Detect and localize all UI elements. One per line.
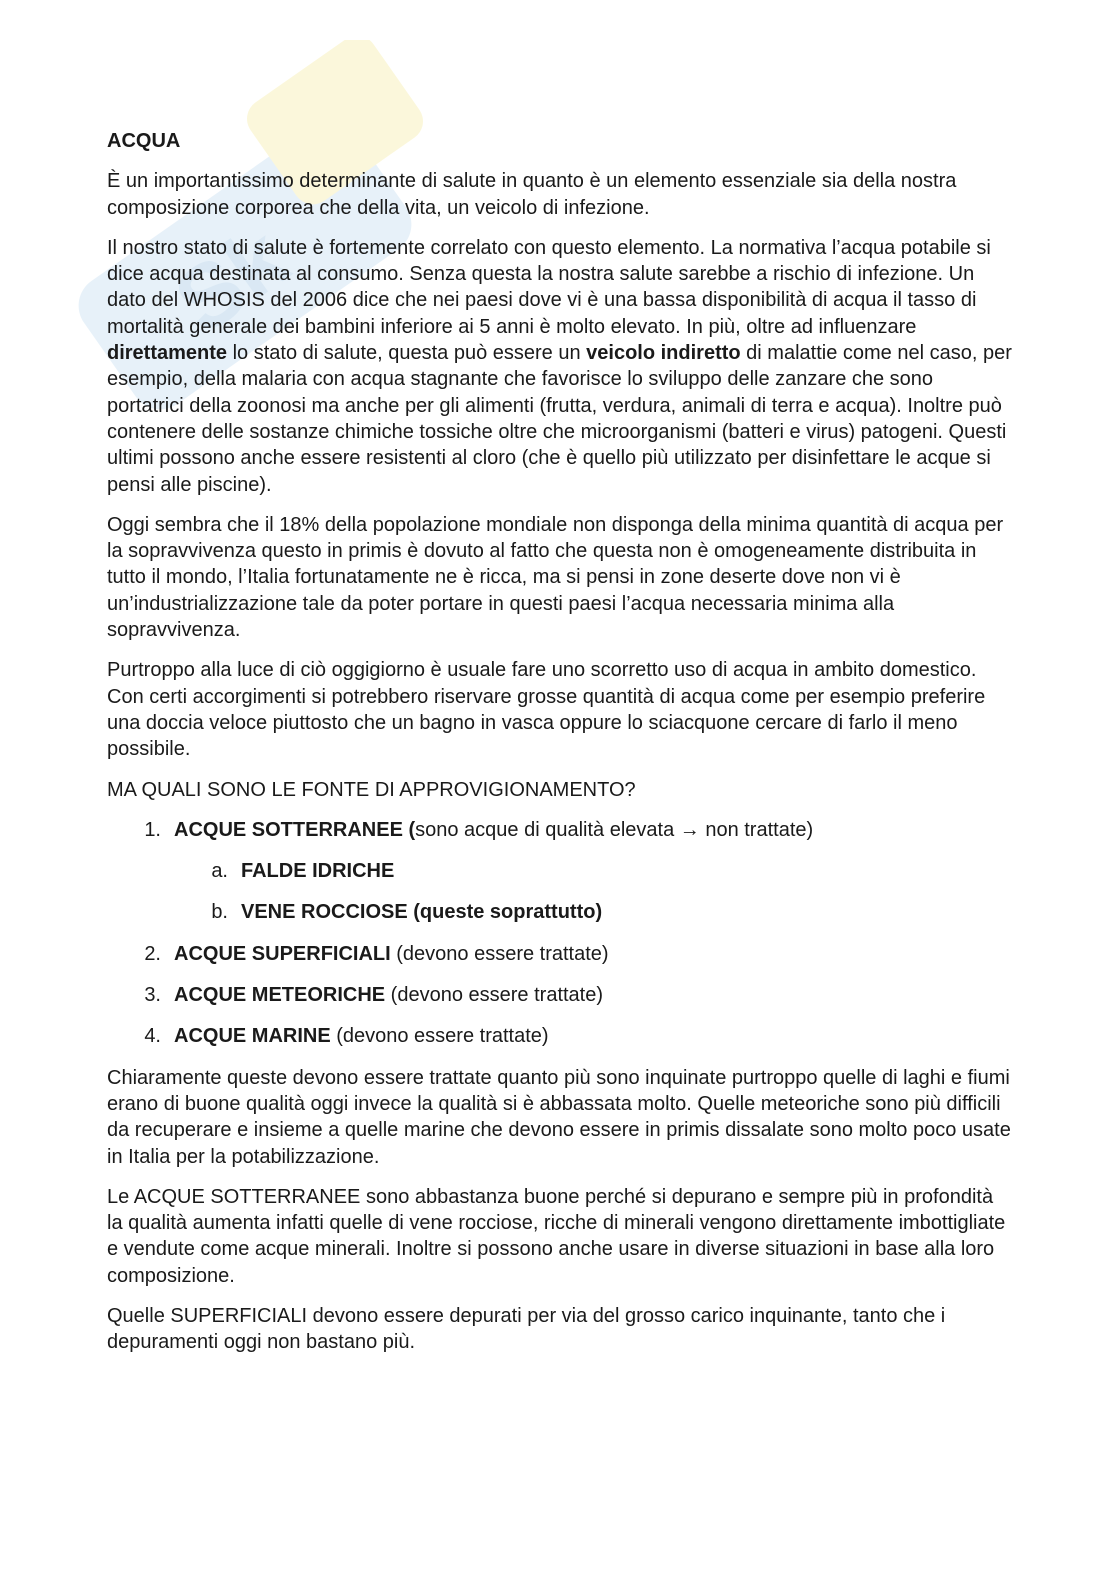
sublist-item-bold: VENE ROCCIOSE (queste soprattutto) [241,901,603,924]
paragraph-7: Quelle SUPERFICIALI devono essere depurati per via del grosso carico inquinante, tanto che i depuramenti oggi non bastano più. [107,1304,946,1354]
paragraph-3: Oggi sembra che il 18% della popolazione mondiale non disponga della minima quantità di acqua per la sopravvivenza questo in primis è dovuto al fatto che questa non è omogeneamente distribuita in tutto il mondo, l’Italia fortunatamente ne è ricca, ma si pensi in zone deserte dove non vi è un’industrializzazione tale da poter portare in questi paesi l’acqua necessaria minima alla sopravvivenza. [107,513,1004,642]
list-item-bold: ACQUE SOTTERRANEE ( [174,818,416,841]
sublist-item [107,858,1012,884]
list-item [107,982,1012,1008]
sub-list [107,858,1012,926]
svg-text:Sk: Sk [157,208,306,354]
paragraph-4: Purtroppo alla luce di ciò oggigiorno è usuale fare uno scorretto uso di acqua in ambito domestico. Con certi accorgimenti si potrebbero riservare grosse quantità di acqua come per esempio preferire una doccia veloce piuttosto che un bagno in vasca oppure lo sciacquone cercare di farlo il meno possibile. [107,659,986,761]
p2-text-d: di malattie come nel caso, per esempio, della malaria con acqua stagnante che favorisce lo sviluppo delle zanzare che sono portatrici della zoonosi ma anche per gli alimenti (frutta, verdura, animali di terra e acqua). Inoltre può contenere delle sostanze chimiche tossiche oltre che microorganismi (batteri e virus) patogeni. Questi ultimi possono anche essere resistenti al cloro (che è quello più utilizzato per disinfettare le acque si pensi alle piscine). [107,342,1012,496]
sublist-letter: b. [211,901,228,924]
list-item-text: sono acque di qualità elevata → non trattate) [415,818,814,841]
list-item-text: (devono essere trattate) [390,942,609,965]
list-item [107,941,1012,967]
paragraph-6: Le ACQUE SOTTERRANEE sono abbastanza buone perché si depurano e sempre più in profondità la qualità aumenta infatti quelle di vene rocciose, ricche di minerali vengono direttamente imbottigliate e vendute come acque minerali. Inoltre si possono anche usare in diverse situazioni in base alla loro composizione. [107,1185,1006,1287]
list-number: 1. [144,818,161,841]
list-item-text: (devono essere trattate) [385,984,604,1007]
sublist-letter: a. [211,860,228,883]
sublist-item [107,899,1012,925]
list-item-bold: ACQUE METEORICHE [174,984,386,1007]
paragraph-5: Chiaramente queste devono essere trattate quanto più sono inquinate purtroppo quelle di laghi e fiumi erano di buone qualità oggi invece la qualità si è abbassata molto. Quelle meteoriche sono più difficili da recuperare e insieme a quelle marine che devono essere in primis dissalate sono molto poco usate in Italia per la potabilizzazione. [107,1066,1011,1168]
list-item-text: (devono essere trattate) [330,1025,549,1048]
list-item [107,1023,1012,1049]
document-page [107,128,1012,1370]
paragraph-2 [107,235,1012,498]
list-number: 2. [144,942,161,965]
paragraph-1: È un importantissimo determinante di salute in quanto è un elemento essenziale sia della nostra composizione corporea che della vita, un veicolo di infezione. [107,170,957,219]
sources-heading: MA QUALI SONO LE FONTE DI APPROVIGIONAMENTO? [107,778,636,801]
list-item [107,817,1012,843]
sublist-container [107,858,1012,926]
p2-text-c: lo stato di salute, questa può essere un [227,342,587,365]
p2-bold-2: veicolo indiretto [586,342,741,365]
p2-bold-1: direttamente [107,342,228,365]
list-number: 3. [144,984,161,1007]
list-item-bold: ACQUE SUPERFICIALI [174,942,391,965]
p2-text-a: Il nostro stato di salute è fortemente correlato con questo elemento. La normativa l’acqua potabile si dice acqua destinata al consumo. Senza questa la nostra salute sarebbe a rischio di infezione. Un dato del WHOSIS del 2006 dice che nei paesi dove vi è una bassa disponibilità di acqua il tasso di mortalità generale dei bambini inferiore ai 5 anni è molto elevato. In più, oltre ad influenzare [107,236,991,338]
sublist-item-bold: FALDE IDRICHE [241,860,395,883]
list-item-bold: ACQUE MARINE [174,1025,331,1048]
doc-title: ACQUA [107,130,181,152]
sources-list [107,817,1012,1050]
list-number: 4. [144,1025,161,1048]
